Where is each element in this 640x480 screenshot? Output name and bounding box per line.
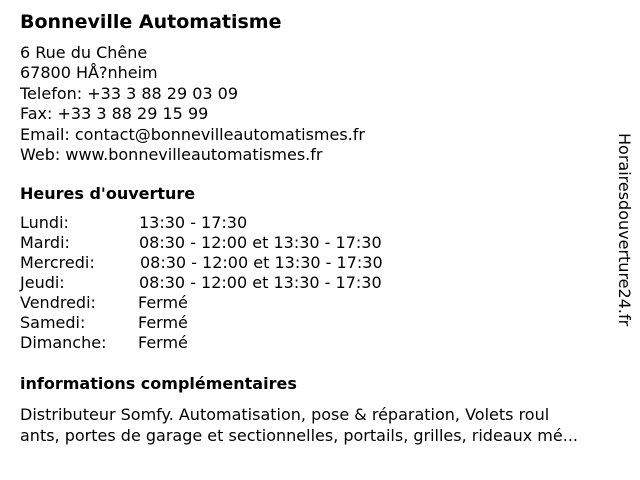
- fax-number: Fax: +33 3 88 29 15 99: [20, 104, 209, 124]
- time-value: 08:30 - 12:00 et 13:30 - 17:30: [139, 273, 382, 292]
- day-label: Samedi:: [20, 313, 86, 332]
- day-label: Jeudi:: [20, 273, 65, 292]
- time-value: Fermé: [138, 333, 188, 352]
- day-label: Lundi:: [20, 213, 69, 232]
- website-address: Web: www.bonnevilleautomatismes.fr: [20, 144, 323, 164]
- day-label: Mercredi:: [20, 253, 95, 272]
- day-label: Vendredi:: [20, 293, 96, 312]
- email-address: Email: contact@bonnevilleautomatismes.fr: [20, 124, 365, 144]
- address-street: 6 Rue du Chêne: [20, 43, 148, 62]
- time-value: 13:30 - 17:30: [139, 213, 248, 232]
- time-value: Fermé: [138, 313, 188, 332]
- info-description: [20, 404, 630, 446]
- site-watermark: Horairesdouverture24.fr: [615, 133, 634, 327]
- time-value: 08:30 - 12:00 et 13:30 - 17:30: [139, 233, 382, 252]
- info-line: Distributeur Somfy. Automatisation, pose & réparation, Volets roul: [20, 405, 550, 424]
- info-heading: informations complémentaires: [20, 374, 297, 393]
- business-name: Bonneville Automatisme: [20, 11, 282, 33]
- day-label: Mardi:: [20, 233, 70, 252]
- phone-number: Telefon: +33 3 88 29 03 09: [20, 83, 239, 103]
- time-value: 08:30 - 12:00 et 13:30 - 17:30: [140, 253, 383, 272]
- hours-heading: Heures d'ouverture: [20, 184, 196, 203]
- address-city: 67800 HÅ?nheim: [20, 63, 158, 83]
- info-line: ants, portes de garage et sectionnelles, portails, grilles, rideaux mé...: [20, 426, 578, 445]
- day-label: Dimanche:: [20, 333, 107, 352]
- contact-block: [20, 43, 365, 165]
- time-value: Fermé: [138, 293, 188, 312]
